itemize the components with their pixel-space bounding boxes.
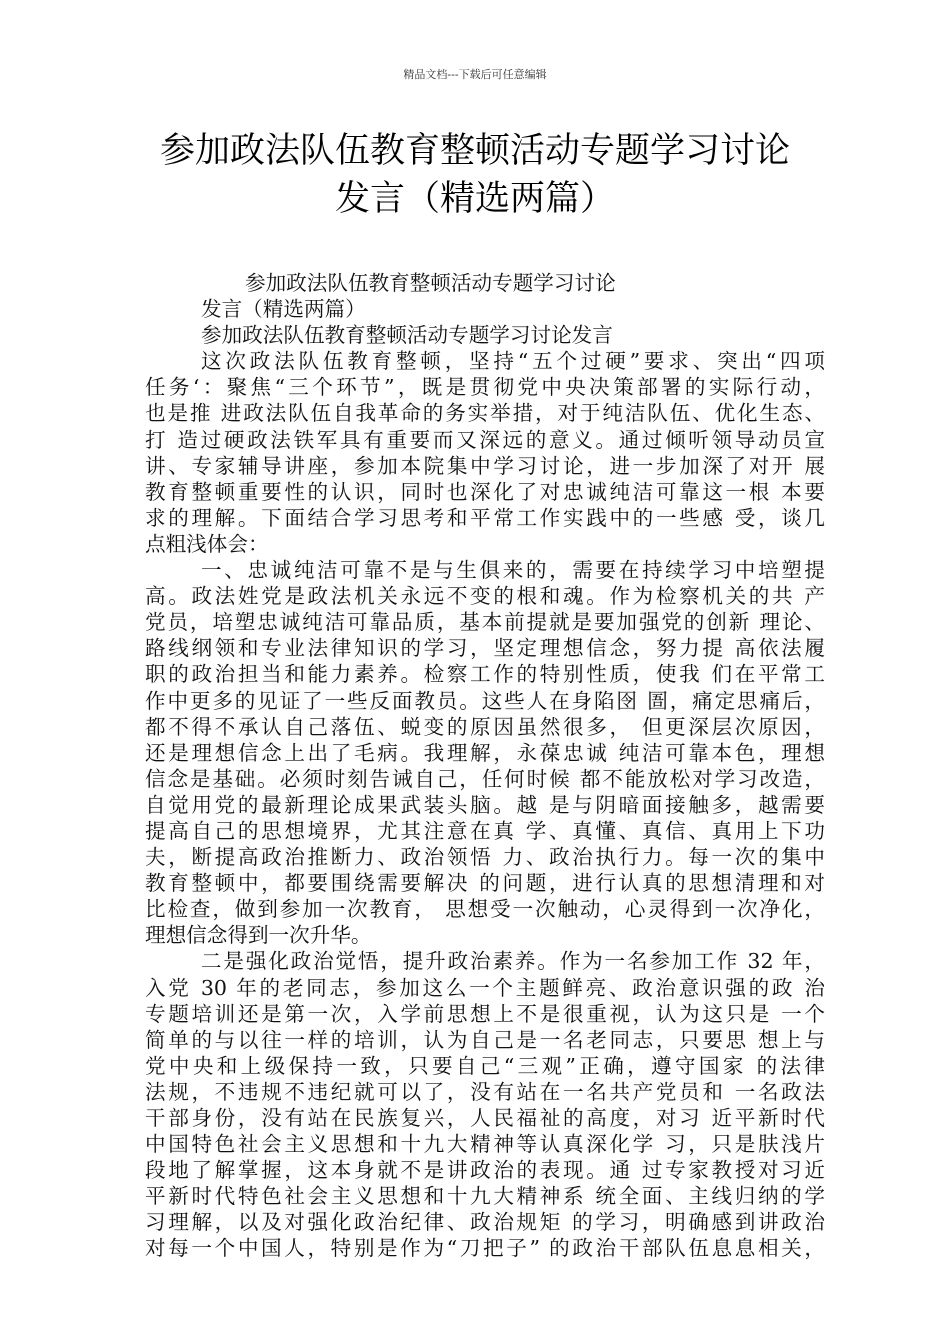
body-text-line: 这次政法队伍教育整顿，坚持“五个过硬”要求、突出“四项 [201, 349, 825, 374]
body-text-line: 求的理解。下面结合学习思考和平常工作实践中的一些感 受，谈几 [145, 505, 825, 530]
body-text-line: 党员，培塑忠诚纯洁可靠品质，基本前提就是要加强党的创新 理论、 [145, 610, 825, 635]
body-text-line: 习理解，以及对强化政治纪律、政治规矩 的学习，明确感到讲政治 [145, 1210, 825, 1235]
body-text-line: 打 造过硬政法铁军具有重要而又深远的意义。通过倾听领导动员宣 [145, 427, 825, 452]
body-text-line: 自觉用党的最新理论成果武装头脑。越 是与阴暗面接触多，越需要 [145, 792, 825, 817]
body-text-line: 参加政法队伍教育整顿活动专题学习讨论 [245, 271, 616, 295]
body-text-line: 都不得不承认自己落伍、蜕变的原因虽然很多， 但更深层次原因， [145, 714, 825, 739]
body-text-line: 段地了解掌握，这本身就不是讲政治的表现。通 过专家教授对习近 [145, 1158, 825, 1183]
body-text-line: 党中央和上级保持一致，只要自己“三观”正确，遵守国家 的法律 [145, 1053, 825, 1078]
body-text-line: 路线纲领和专业法律知识的学习，坚定理想信念，努力提 高依法履 [145, 636, 825, 661]
body-text-line: 平新时代特色社会主义思想和十九大精神系 统全面、主线归纳的学 [145, 1184, 825, 1209]
body-text-line: 中国特色社会主义思想和十九大精神等认真深化学 习，只是肤浅片 [145, 1132, 825, 1157]
body-text-line: 一、忠诚纯洁可靠不是与生俱来的，需要在持续学习中培塑提 [201, 558, 825, 583]
body-text-line: 提高自己的思想境界，尤其注意在真 学、真懂、真信、真用上下功 [145, 818, 825, 843]
body-text-line: 理想信念得到一次升华。 [145, 923, 372, 948]
body-text-line: 二是强化政治觉悟，提升政治素养。作为一名参加工作 32 年， [201, 949, 825, 974]
body-text-line: 发言（精选两篇） [201, 297, 366, 322]
body-text-line: 还是理想信念上出了毛病。我理解，永葆忠诚 纯洁可靠本色，理想 [145, 740, 825, 765]
body-text-line: 作中更多的见证了一些反面教员。这些人在身陷囹 圄，痛定思痛后， [145, 688, 825, 713]
body-text-line: 夫，断提高政治推断力、政治领悟 力、政治执行力。每一次的集中 [145, 845, 825, 870]
body-text-line: 干部身份，没有站在民族复兴，人民福祉的高度，对习 近平新时代 [145, 1106, 825, 1130]
document-body [145, 270, 825, 1262]
body-text-line: 也是推 进政法队伍自我革命的务实举措，对于纯洁队伍、优化生态、 [145, 401, 825, 426]
body-text-line: 任务‘：聚焦“三个环节”，既是贯彻党中央决策部署的实际行动， [145, 375, 825, 400]
body-text-line: 点粗浅体会： [145, 531, 269, 556]
document-title-line-2: 发言（精选两篇） [334, 179, 615, 219]
body-text-line: 比检查，做到参加一次教育， 思想受一次触动，心灵得到一次净化， [145, 897, 825, 922]
body-text-line: 对每一个中国人，特别是作为“刀把子” 的政治干部队伍息息相关， [145, 1236, 825, 1261]
body-text-line: 简单的与以往一样的培训，认为自己是一名老同志，只要思 想上与 [145, 1027, 825, 1052]
body-text-line: 参加政法队伍教育整顿活动专题学习讨论发言 [201, 323, 613, 348]
document-title-line-1: 参加政法队伍教育整顿活动专题学习讨论 [159, 131, 790, 171]
body-text-line: 讲、专家辅导讲座，参加本院集中学习讨论，进一步加深了对开 展 [145, 453, 825, 478]
body-text-line: 专题培训还是第一次，入学前思想上不是很重视，认为这只是 一个 [145, 1001, 825, 1026]
body-text-line: 教育整顿重要性的认识，同时也深化了对忠诚纯洁可靠这一根 本要 [145, 479, 825, 504]
body-text-line: 法规，不违规不违纪就可以了，没有站在一名共产党员和 一名政法 [145, 1079, 825, 1104]
body-text-line: 入党 30 年的老同志，参加这么一个主题鲜亮、政治意识强的政 治 [145, 975, 825, 1000]
body-text-line: 教育整顿中，都要围绕需要解决 的问题，进行认真的思想清理和对 [145, 871, 825, 896]
body-text-line: 高。政法姓党是政法机关永远不变的根和魂。作为检察机关的共 产 [145, 584, 825, 609]
body-text-line: 信念是基础。必须时刻告诫自己，任何时候 都不能放松对学习改造， [145, 766, 825, 791]
body-text-line: 职的政治担当和能力素养。检察工作的特别性质，使我 们在平常工 [145, 662, 825, 687]
page-header-note: 精品文档---下载后可任意编辑 [403, 68, 547, 81]
